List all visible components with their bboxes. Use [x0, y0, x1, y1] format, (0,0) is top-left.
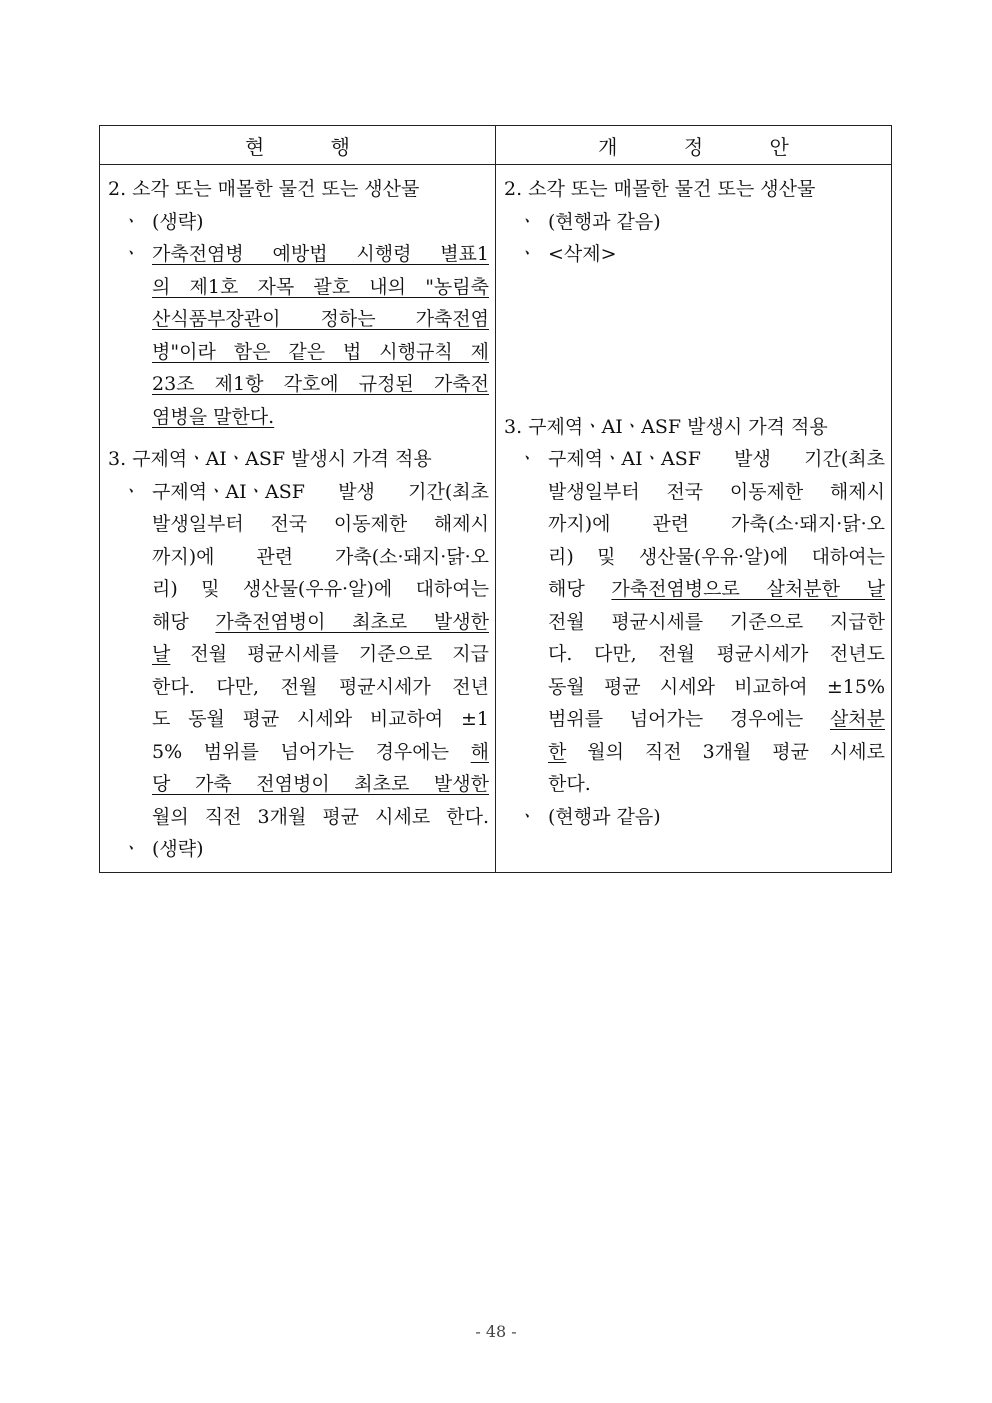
revised-sec3-line: 해당 가축전염병으로 살처분한 날	[548, 578, 885, 600]
current-column	[100, 165, 496, 872]
bullet: ㆍ	[122, 838, 141, 860]
current-sec2-item2-line: 병"이라 함은 같은 법 시행규칙 제	[152, 340, 489, 363]
current-sec2-item2-line: 산식품부장관이 정하는 가축전염	[152, 308, 489, 330]
current-sec2-item2-line: 가축전염병 예방법 시행령 별표1	[152, 243, 489, 265]
list-item	[504, 443, 885, 801]
current-sec2-item2-line: 염병을 말한다.	[152, 405, 275, 428]
bullet: ㆍ	[122, 243, 141, 265]
current-sec3-line: 한다. 다만, 전월 평균시세가 전년	[152, 675, 489, 698]
revised-sec3-line: 한다.	[548, 773, 591, 795]
current-sec3-line: 도 동월 평균 시세와 비교하여 ±1	[152, 708, 489, 730]
bullet: ㆍ	[518, 448, 537, 470]
revised-sec2-item2: <삭제>	[548, 243, 617, 265]
list-item	[108, 833, 489, 866]
revised-column	[496, 165, 891, 872]
current-sec3-line: 월의 직전 3개월 평균 시세로 한다.	[152, 805, 489, 828]
current-sec3-item2: (생략)	[152, 838, 204, 860]
bullet: ㆍ	[122, 210, 141, 233]
revised-sec3-line: 리) 및 생산물(우유·알)에 대하여는	[548, 545, 885, 568]
revised-sec3-line: 전월 평균시세를 기준으로 지급한	[548, 610, 885, 633]
revised-sec3-line: 다. 다만, 전월 평균시세가 전년도	[548, 643, 885, 665]
current-sec3-line: 당 가축 전염병이 최초로 발생한	[152, 773, 489, 795]
current-sec2-item1: (생략)	[152, 210, 204, 233]
current-sec3-title: 3. 구제역ㆍAIㆍASF 발생시 가격 적용	[108, 448, 432, 470]
list-item	[108, 238, 489, 433]
current-sec3-line: 구제역ㆍAIㆍASF 발생 기간(최초	[152, 480, 489, 503]
list-item	[108, 476, 489, 834]
list-item	[108, 206, 489, 239]
revised-sec3-item2: (현행과 같음)	[548, 805, 661, 828]
current-sec2-item2-line: 23조 제1항 각호에 규정된 가축전	[152, 373, 489, 395]
revised-sec3-line: 까지)에 관련 가축(소·돼지·닭·오	[548, 513, 885, 535]
current-sec3-line: 날 전월 평균시세를 기준으로 지급	[152, 643, 489, 665]
bullet: ㆍ	[122, 480, 141, 503]
bullet: ㆍ	[518, 243, 537, 265]
current-sec2-item2-line: 의 제1호 자목 괄호 내의 "농림축	[152, 275, 489, 298]
header-revised: 개 정 안	[598, 134, 789, 159]
current-sec3-line: 발생일부터 전국 이동제한 해제시	[152, 513, 489, 535]
list-item	[504, 801, 885, 834]
revised-sec2-title: 2. 소각 또는 매몰한 물건 또는 생산물	[504, 178, 816, 200]
revised-sec3-line: 구제역ㆍAIㆍASF 발생 기간(최초	[548, 448, 885, 470]
current-sec3-line: 까지)에 관련 가축(소·돼지·닭·오	[152, 545, 489, 568]
current-sec2-title: 2. 소각 또는 매몰한 물건 또는 생산물	[108, 178, 420, 200]
current-sec3-line: 해당 가축전염병이 최초로 발생한	[152, 610, 489, 633]
revised-sec2-item1: (현행과 같음)	[548, 210, 661, 233]
revised-sec3-line: 범위를 넘어가는 경우에는 살처분	[548, 708, 885, 730]
bullet: ㆍ	[518, 210, 537, 233]
list-item	[504, 206, 885, 239]
revised-sec3-line: 한 월의 직전 3개월 평균 시세로	[548, 740, 885, 763]
table-header	[100, 126, 891, 165]
header-current: 현 행	[100, 126, 496, 164]
revised-sec3-line: 동월 평균 시세와 비교하여 ±15%	[548, 675, 885, 698]
page-number: - 48 -	[475, 1322, 517, 1341]
bullet: ㆍ	[518, 805, 537, 828]
current-sec3-line: 5% 범위를 넘어가는 경우에는 해	[152, 740, 489, 763]
current-sec3-line: 리) 및 생산물(우유·알)에 대하여는	[152, 578, 489, 600]
revised-sec3-title: 3. 구제역ㆍAIㆍASF 발생시 가격 적용	[504, 415, 828, 438]
revised-sec3-line: 발생일부터 전국 이동제한 해제시	[548, 480, 885, 503]
list-item	[504, 238, 885, 271]
comparison-table	[99, 125, 892, 873]
